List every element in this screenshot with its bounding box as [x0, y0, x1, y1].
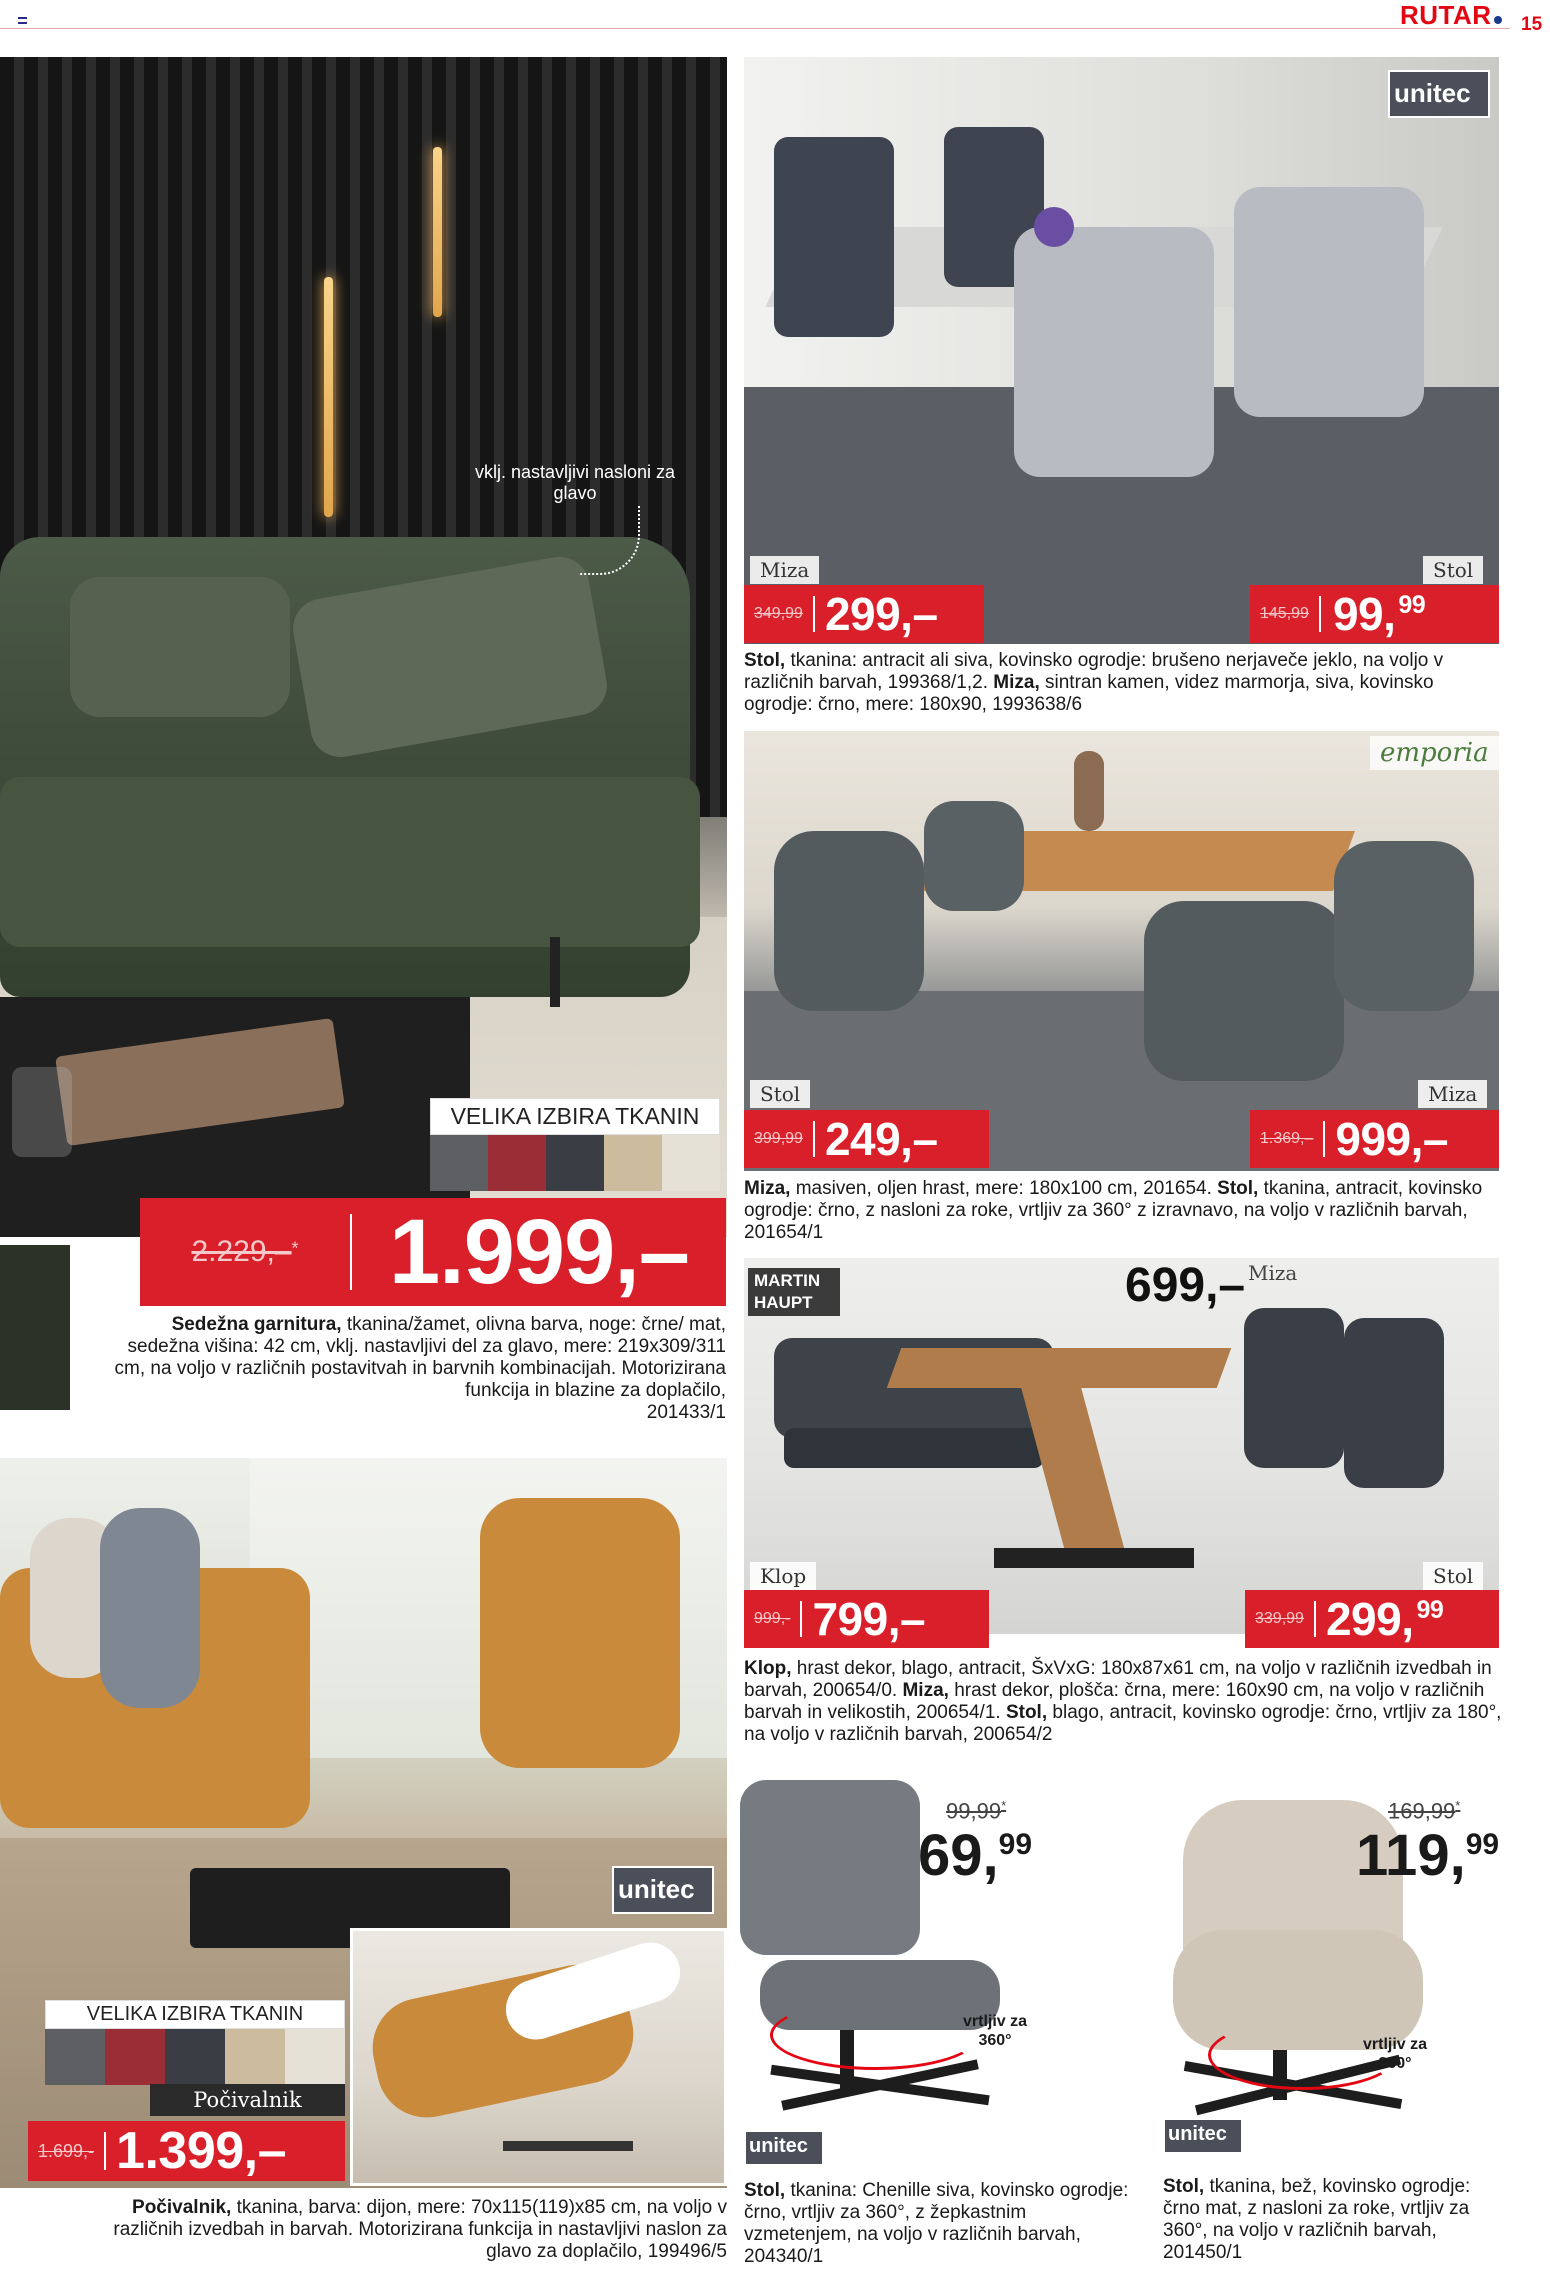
martin-haupt-logo: MARTIN HAUPT [748, 1268, 840, 1316]
new-price: 299,– [824, 588, 938, 640]
recliner-price-box [28, 2121, 345, 2181]
fabric-swatch [105, 2029, 165, 2085]
rotation-arrow-icon [770, 2000, 980, 2070]
old-price: 1.699,- [38, 2140, 95, 2161]
fabric-title: VELIKA IZBIRA TKANIN [45, 2000, 345, 2029]
new-price: 299 [1325, 1593, 1402, 1645]
chair2-rotation-note: vrtljiv za 360° [1362, 2036, 1428, 2072]
new-price: 249,– [824, 1113, 938, 1165]
fabric-title: VELIKA IZBIRA TKANIN [430, 1098, 720, 1135]
sofa-thumbnail [0, 1245, 70, 1410]
dining3-label-klop: Klop [750, 1562, 816, 1590]
chair2-old-price: 169,99* [1388, 1798, 1461, 1824]
sofa-price: 1.999,– [389, 1200, 689, 1303]
price-footnote-mark: * [291, 1238, 299, 1259]
fabric-swatch [662, 1135, 720, 1191]
price-cents: 99 [1416, 1596, 1444, 1624]
brand-logo: RUTAR [1400, 0, 1502, 31]
old-price: 339,99 [1255, 1610, 1304, 1627]
sofa-price-box [140, 1198, 726, 1306]
recliner-description: Počivalnik, tkanina, barva: dijon, mere: 70x115(119)x85 cm, na voljo v različnih izvedbah in barvah. Motorizirana funkcija in nastavljivi naslon za glavo za doplačilo, 199496/5 [113, 2197, 727, 2262]
dining-set-3-photo [744, 1258, 1499, 1634]
fabric-swatch [430, 1135, 488, 1191]
new-price: 99 [1332, 588, 1384, 640]
dining2-stol-price [744, 1110, 989, 1168]
fabric-swatch [488, 1135, 546, 1191]
dining3-description: Klop, hrast dekor, blago, antracit, ŠxVxG: 180x87x61 cm, na voljo v različnih izvedbah in barvah, 200654/0. Miza, hrast dekor, plošča: črna, mere: 160x90 cm, na voljo v različnih barvah in velikostih, 200654/1. Stol, blago, antracit, kovinsko ogrodje: črno, vrtljiv za 180°, na voljo v različnih barvah, 200654/2 [744, 1658, 1502, 1745]
fabric-swatch [604, 1135, 662, 1191]
dining1-label-stol: Stol [1423, 556, 1483, 584]
unitec-logo: unitec [1388, 70, 1490, 118]
dining2-description: Miza, masiven, oljen hrast, mere: 180x100 cm, 201654. Stol, tkanina, antracit, kovinsko ogrodje: črno, z nasloni za roke, vrtljiv za 360° z izravnavo, na voljo v različnih barvah, 201654/1 [744, 1178, 1483, 1243]
header-divider [0, 28, 1510, 29]
dining3-label-stol: Stol [1423, 1562, 1483, 1590]
dining3-klop-price [744, 1590, 989, 1648]
new-price: 799,– [812, 1593, 926, 1645]
old-price: 999,- [754, 1610, 791, 1627]
sofa-fabric-panel [430, 1098, 720, 1191]
price-cents: 99 [1398, 591, 1426, 619]
dining1-label-miza: Miza [750, 556, 819, 584]
chair2-description: Stol, tkanina, bež, kovinsko ogrodje: črno mat, z nasloni za roke, vrtljiv za 360°, na voljo v različnih barvah, 201450/1 [1163, 2176, 1471, 2263]
chair1-price: 69,99 [918, 1823, 1033, 1888]
dining1-stol-price: 145,99 99, $^{99}$ [1250, 585, 1499, 643]
dining1-miza-price [744, 585, 984, 643]
fabric-swatch [225, 2029, 285, 2085]
emporia-logo: emporia [1370, 736, 1499, 770]
sofa-photo [0, 57, 727, 1237]
dining2-label-stol: Stol [750, 1080, 810, 1108]
fabric-swatch [546, 1135, 604, 1191]
old-price: 1.369,– [1260, 1130, 1314, 1147]
recliner-fabric-panel [45, 2000, 345, 2085]
unitec-logo: unitec [1163, 2118, 1243, 2154]
unitec-logo: unitec [612, 1866, 714, 1914]
chair2-price: 119,99 [1356, 1823, 1500, 1888]
chair1-old-price: 99,99* [946, 1798, 1007, 1824]
dining-set-1-photo [744, 57, 1499, 644]
dining2-miza-price [1250, 1110, 1499, 1168]
dining3-miza-price: 699,– [1125, 1259, 1246, 1312]
chair1-description: Stol, tkanina: Chenille siva, kovinsko ogrodje: črno, vrtljiv za 360°, z žepkastnim vzmetenjem, na voljo v različnih barvah, 204340/1 [744, 2180, 1129, 2267]
recliner-inset-photo [350, 1928, 727, 2186]
new-price: 999,– [1335, 1113, 1449, 1165]
dining2-label-miza: Miza [1418, 1080, 1487, 1108]
dining3-stol-price: 339,99 299, $^{99}$ [1245, 1590, 1499, 1648]
recliner-label: Počivalnik [150, 2084, 345, 2116]
old-price: 399,99 [754, 1130, 803, 1147]
fabric-swatch [285, 2029, 345, 2085]
old-price: 145,99 [1260, 605, 1309, 622]
page-number: 15 [1521, 14, 1543, 35]
menu-icon [18, 17, 27, 24]
unitec-logo: unitec [744, 2130, 824, 2166]
rotation-arrow-icon [1208, 2020, 1398, 2090]
fabric-swatch [45, 2029, 105, 2085]
new-price: 1.399,– [116, 2122, 287, 2180]
dining3-miza-label: Miza [1248, 1261, 1298, 1285]
headrest-annotation: vklj. nastavljivi nasloni za glavo [474, 462, 676, 503]
chair1-rotation-note: vrtljiv za 360° [962, 2013, 1028, 2049]
dining1-description: Stol, tkanina: antracit ali siva, kovinsko ogrodje: brušeno nerjaveče jeklo, na voljo v različnih barvah, 199368/1,2. Miza, sintran kamen, videz marmorja, siva, kovinsko ogrodje: črno, mere: 180x90, 1993638/6 [744, 650, 1444, 715]
sofa-description: Sedežna garnitura, tkanina/žamet, olivna barva, noge: črne/ mat, sedežna višina: 42 cm, vklj. nastavljivi del za glavo, mere: 219x309/311 cm, na voljo v različnih postavitvah in barvnih kombinacijah. Motorizirana funkcija in blazine za doplačilo, 201433/1 [114, 1314, 726, 1423]
sofa-old-price: 2.229,– [191, 1235, 292, 1268]
old-price: 349,99 [754, 605, 803, 622]
fabric-swatch [165, 2029, 225, 2085]
dining-set-2-photo [744, 731, 1499, 1171]
